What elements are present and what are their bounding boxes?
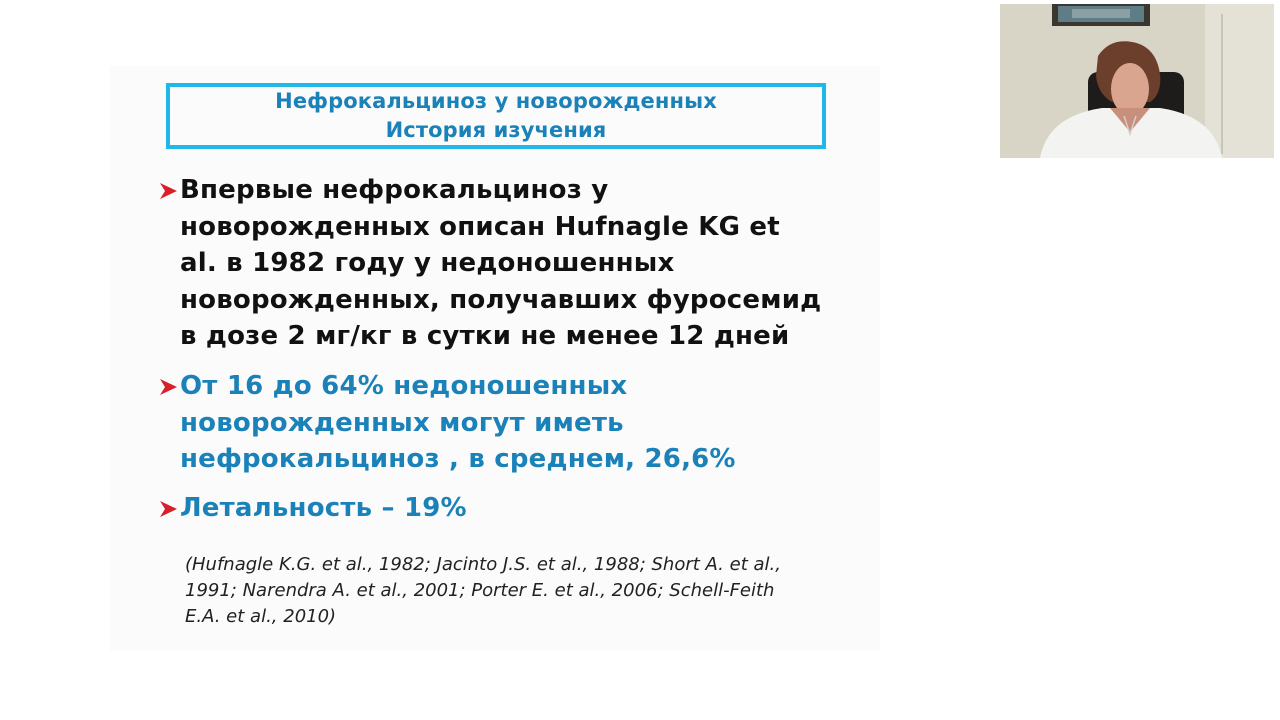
bullet-line: нефрокальциноз , в среднем, 26,6% <box>180 444 736 474</box>
presenter-webcam <box>1000 4 1274 158</box>
bullet-arrow-icon <box>158 500 180 518</box>
bullet-text <box>180 490 467 527</box>
reference-line: 1991; Narendra A. et al., 2001; Porter E. et al., 2006; Schell-Feith <box>185 580 775 601</box>
slide-title-box <box>166 83 826 149</box>
bullet-prevalence <box>158 368 736 478</box>
bullet-text <box>180 368 736 478</box>
bullet-first-description <box>158 172 821 355</box>
bullet-line: новорожденных, получавших фуросемид <box>180 284 822 315</box>
bullet-text <box>180 172 821 355</box>
reference-line: E.A. et al., 2010) <box>185 606 337 627</box>
reference-line: (Hufnagle K.G. et al., 1982; Jacinto J.S. et al., 1988; Short A. et al., <box>185 554 781 575</box>
bullet-line: Летальность – 19% <box>180 493 467 523</box>
bullet-line: От 16 до 64% недоношенных <box>180 371 628 401</box>
bullet-arrow-icon <box>158 182 180 200</box>
slide-title-line-2: История изучения <box>385 118 607 142</box>
bullet-line: новорожденных описан Hufnagle KG et <box>180 211 780 242</box>
bullet-line: новорожденных могут иметь <box>180 407 624 438</box>
bullet-line: al. в 1982 году у недоношенных <box>180 248 675 278</box>
bullet-mortality <box>158 490 467 527</box>
presentation-slide <box>110 66 880 651</box>
bullet-arrow-icon <box>158 378 180 396</box>
slide-title-line-1: Нефрокальциноз у новорожденных <box>275 89 717 113</box>
bullet-line: Впервые нефрокальциноз у <box>180 175 609 205</box>
presenter-video-icon <box>1000 4 1274 158</box>
bullet-line: в дозе 2 мг/кг в сутки не менее 12 дней <box>180 321 790 351</box>
references <box>185 552 781 630</box>
